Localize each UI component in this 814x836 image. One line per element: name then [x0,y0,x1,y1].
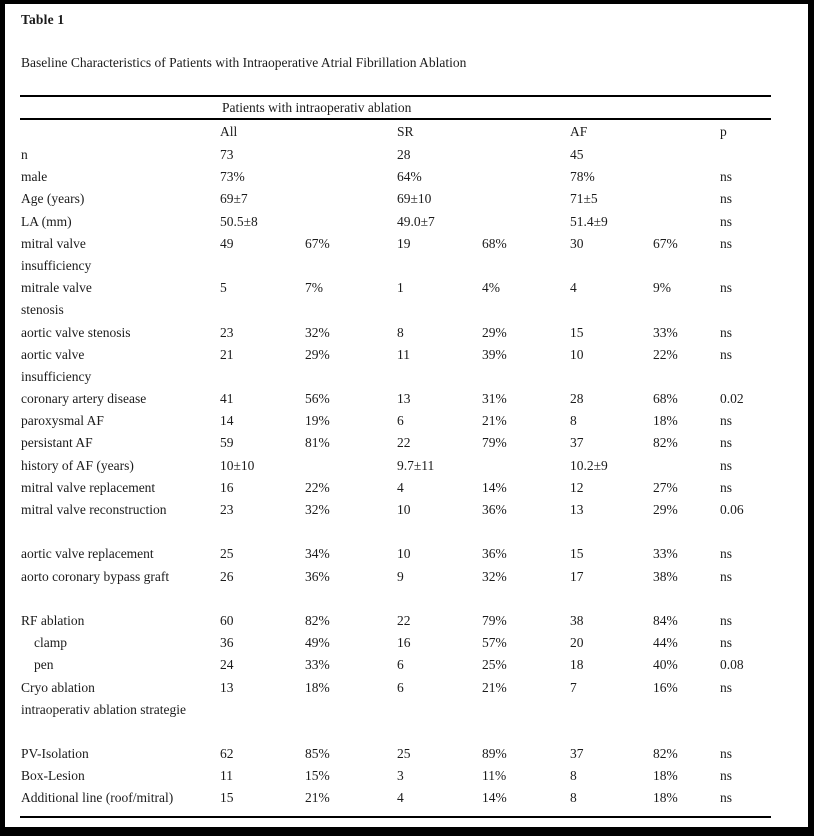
row-label: aortic valve stenosis [21,324,131,340]
cell-all-pct: 81% [305,435,330,451]
row-label: Cryo ablation [21,679,95,695]
cell-sr-n: 8 [397,324,404,340]
table-row [0,787,814,809]
row-label-continuation: insufficiency [21,368,92,384]
cell-all-n: 24 [220,657,234,673]
cell-all-pct: 36% [305,568,330,584]
table-row [0,566,814,588]
table-row [0,632,814,654]
row-label: coronary artery disease [21,391,147,407]
cell-sr-pct: 14% [482,790,507,806]
cell-sr-n: 13 [397,391,411,407]
cell-af-n: 4 [570,280,577,296]
cell-af-n: 20 [570,635,584,651]
cell-sr-pct: 36% [482,546,507,562]
cell-af-pct [653,188,720,210]
table-row [0,432,814,454]
cell-af-n: 8 [570,790,577,806]
table-row [0,388,814,410]
table-row [0,477,814,499]
row-label-continuation: stenosis [21,302,64,318]
cell-sr-n: 1 [397,280,404,296]
table-row [0,677,814,699]
cell-sr-pct [482,144,570,166]
cell-af-pct [653,455,720,477]
cell-all-n: 25 [220,546,234,562]
cell-p: 0.06 [720,502,744,517]
cell-all-pct: 29% [305,346,330,362]
row-label: pen [34,657,54,673]
cell-af-pct: 18% [653,413,678,429]
cell-af-pct: 18% [653,790,678,806]
cell-all-pct [305,455,397,477]
cell-all-n: 15 [220,790,234,806]
cell-sr-pct: 4% [482,280,500,296]
cell-af-n: 10 [570,346,584,362]
cell-af-n: 28 [570,391,584,407]
cell-af-n: 78% [570,169,595,185]
cell-all-pct: 34% [305,546,330,562]
table-row [0,322,814,344]
table-row [0,455,814,477]
row-label: PV-Isolation [21,746,89,762]
rule-table-bottom [20,816,771,818]
cell-sr-n: 10 [397,502,411,517]
cell-all-pct: 56% [305,391,330,407]
cell-all-n: 50.5±8 [220,213,258,229]
cell-af-pct: 16% [653,679,678,695]
cell-sr-n: 6 [397,657,404,673]
cell-all-pct: 82% [305,612,330,628]
cell-sr-pct: 68% [482,235,507,251]
cell-all-pct: 19% [305,413,330,429]
cell-sr-n: 9 [397,568,404,584]
cell-all-pct [305,211,397,233]
column-header-p: p [720,124,727,139]
table-row [0,299,814,321]
cell-p: 0.02 [720,391,744,407]
cell-af-pct: 29% [653,502,678,517]
cell-af-n: 15 [570,546,584,562]
cell-p: ns [720,635,733,651]
cell-all-n [220,699,305,721]
row-label: n [21,147,28,162]
row-label: aortic valve replacement [21,546,154,562]
cell-af-pct [653,166,720,188]
table-row [0,344,814,366]
cell-all-pct: 67% [305,235,330,251]
cell-all-n: 16 [220,479,234,495]
span-header: Patients with intraoperativ ablation [222,100,412,115]
column-header-sr: SR [397,124,414,139]
row-label: male [21,169,48,185]
cell-p: ns [720,479,733,495]
cell-af-n: 37 [570,435,584,451]
cell-p: ns [720,612,733,628]
cell-af-pct: 22% [653,346,678,362]
row-label: Box-Lesion [21,768,85,784]
cell-af-pct: 44% [653,635,678,651]
row-label: aorto coronary bypass graft [21,568,170,584]
cell-af-n: 38 [570,612,584,628]
row-label: mitral valve [21,235,86,251]
cell-af-pct: 82% [653,435,678,451]
cell-af-n: 30 [570,235,584,251]
cell-af-n: 10.2±9 [570,457,608,473]
cell-all-n: 62 [220,746,234,762]
cell-all-n: 5 [220,280,227,296]
cell-all-pct: 85% [305,746,330,762]
cell-all-n: 41 [220,391,234,407]
cell-all-n: 69±7 [220,191,248,207]
cell-all-n: 73% [220,169,245,185]
cell-sr-pct [482,211,570,233]
cell-sr-pct: 79% [482,612,507,628]
cell-sr-pct: 21% [482,679,507,695]
table-row [0,366,814,388]
cell-sr-n: 4 [397,790,404,806]
cell-p: ns [720,457,733,473]
cell-sr-n: 10 [397,546,411,562]
cell-all-pct: 49% [305,635,330,651]
row-label: mitral valve replacement [21,479,156,495]
cell-af-pct: 33% [653,324,678,340]
cell-af-n: 17 [570,568,584,584]
cell-sr-n: 3 [397,768,404,784]
cell-sr-pct: 79% [482,435,507,451]
table-row [0,543,814,565]
cell-all-pct: 18% [305,679,330,695]
cell-sr-pct: 11% [482,768,507,784]
cell-af-pct: 38% [653,568,678,584]
row-label: RF ablation [21,612,85,628]
cell-sr-n: 6 [397,413,404,429]
cell-af-n: 15 [570,324,584,340]
cell-af-n: 37 [570,746,584,762]
row-label: history of AF (years) [21,457,134,473]
cell-af-pct: 9% [653,280,671,296]
row-label: Age (years) [21,191,85,207]
column-header-row [0,121,814,143]
cell-p: 0.08 [720,657,744,673]
cell-p [720,144,814,166]
cell-sr-pct: 29% [482,324,507,340]
cell-all-n: 23 [220,502,234,517]
cell-sr-pct [482,188,570,210]
cell-p: ns [720,169,733,185]
cell-sr-n: 28 [397,147,411,162]
cell-all-n: 21 [220,346,234,362]
cell-sr-n: 49.0±7 [397,213,435,229]
cell-af-pct: 67% [653,235,678,251]
cell-all-pct: 7% [305,280,323,296]
cell-p: ns [720,191,733,207]
cell-all-pct: 21% [305,790,330,806]
cell-sr-pct: 32% [482,568,507,584]
cell-af-pct: 40% [653,657,678,673]
row-label: Additional line (roof/mitral) [21,790,174,806]
cell-sr-n: 4 [397,479,404,495]
cell-sr-n [397,699,482,721]
row-label-continuation: insufficiency [21,257,92,273]
cell-all-pct: 15% [305,768,330,784]
rule-below-span-header [20,118,771,120]
cell-sr-pct: 57% [482,635,507,651]
cell-sr-n: 69±10 [397,191,432,207]
row-label: LA (mm) [21,213,72,229]
cell-p: ns [720,790,733,806]
cell-all-pct: 33% [305,657,330,673]
cell-p: ns [720,746,733,762]
cell-all-pct [305,166,397,188]
cell-af-pct: 18% [653,768,678,784]
cell-af-n: 51.4±9 [570,213,608,229]
cell-all-n: 10±10 [220,457,255,473]
table-row [0,588,814,610]
row-label: persistant AF [21,435,93,451]
cell-p: ns [720,280,733,296]
cell-all-n: 13 [220,679,234,695]
table-row [0,765,814,787]
column-header-all: All [220,124,238,139]
cell-af-n: 45 [570,147,584,162]
cell-p: ns [720,435,733,451]
table-row [0,654,814,676]
row-label: clamp [34,635,67,651]
cell-p: ns [720,413,733,429]
row-label: intraoperativ ablation strategie [21,701,186,717]
table-caption: Baseline Characteristics of Patients with Intraoperative Atrial Fibrillation Ablation [21,55,467,70]
cell-af-pct: 84% [653,612,678,628]
cell-sr-n: 9.7±11 [397,457,435,473]
cell-all-n: 60 [220,612,234,628]
cell-p: ns [720,324,733,340]
cell-all-n: 14 [220,413,234,429]
cell-sr-n: 19 [397,235,411,251]
column-header-af: AF [570,124,588,139]
cell-sr-n: 22 [397,612,411,628]
cell-af-pct: 33% [653,546,678,562]
cell-af-n [570,699,653,721]
cell-sr-pct [482,455,570,477]
cell-p: ns [720,213,733,229]
table-row [0,144,814,166]
cell-sr-n: 16 [397,635,411,651]
cell-af-pct: 68% [653,391,678,407]
table-body [0,144,814,810]
row-label: mitral valve reconstruction [21,502,167,517]
cell-sr-pct: 36% [482,502,507,517]
row-label: mitrale valve [21,280,92,296]
cell-p: ns [720,568,733,584]
cell-p: ns [720,235,733,251]
cell-sr-pct [482,166,570,188]
table-row [0,699,814,721]
cell-af-pct: 82% [653,746,678,762]
cell-sr-pct: 89% [482,746,507,762]
cell-all-n: 11 [220,768,233,784]
cell-af-n: 13 [570,502,584,517]
table-row [0,410,814,432]
cell-all-pct: 22% [305,479,330,495]
cell-sr-n: 22 [397,435,411,451]
table-row [0,521,814,543]
cell-all-pct: 32% [305,324,330,340]
cell-af-n: 8 [570,768,577,784]
cell-sr-pct: 31% [482,391,507,407]
cell-af-pct [653,699,720,721]
cell-af-pct [653,211,720,233]
cell-sr-pct: 39% [482,346,507,362]
cell-p: ns [720,768,733,784]
cell-af-n: 8 [570,413,577,429]
cell-af-n: 7 [570,679,577,695]
table-row [0,188,814,210]
cell-af-n: 18 [570,657,584,673]
cell-all-n: 59 [220,435,234,451]
cell-sr-n: 64% [397,169,422,185]
cell-all-pct [305,144,397,166]
row-label: paroxysmal AF [21,413,104,429]
cell-p: ns [720,346,733,362]
cell-p [720,699,814,721]
table-row [0,166,814,188]
cell-all-pct: 32% [305,502,330,517]
cell-all-pct [305,699,397,721]
row-label: aortic valve [21,346,85,362]
cell-sr-pct: 21% [482,413,507,429]
cell-all-n: 73 [220,147,234,162]
cell-sr-n: 11 [397,346,410,362]
table-row [0,233,814,255]
table-row [0,743,814,765]
cell-p: ns [720,679,733,695]
cell-sr-pct: 14% [482,479,507,495]
cell-sr-pct: 25% [482,657,507,673]
cell-all-n: 36 [220,635,234,651]
table-row [0,277,814,299]
cell-sr-n: 25 [397,746,411,762]
cell-all-n: 49 [220,235,234,251]
table-row [0,610,814,632]
cell-sr-pct [482,699,570,721]
cell-af-n: 12 [570,479,584,495]
table-row [0,255,814,277]
cell-sr-n: 6 [397,679,404,695]
table-row [0,211,814,233]
table-row [0,721,814,743]
cell-p: ns [720,546,733,562]
cell-all-n: 23 [220,324,234,340]
cell-all-n: 26 [220,568,234,584]
cell-af-pct: 27% [653,479,678,495]
cell-af-pct [653,144,720,166]
cell-af-n: 71±5 [570,191,598,207]
table-row [0,499,814,521]
table-number-label: Table 1 [21,12,65,27]
cell-all-pct [305,188,397,210]
